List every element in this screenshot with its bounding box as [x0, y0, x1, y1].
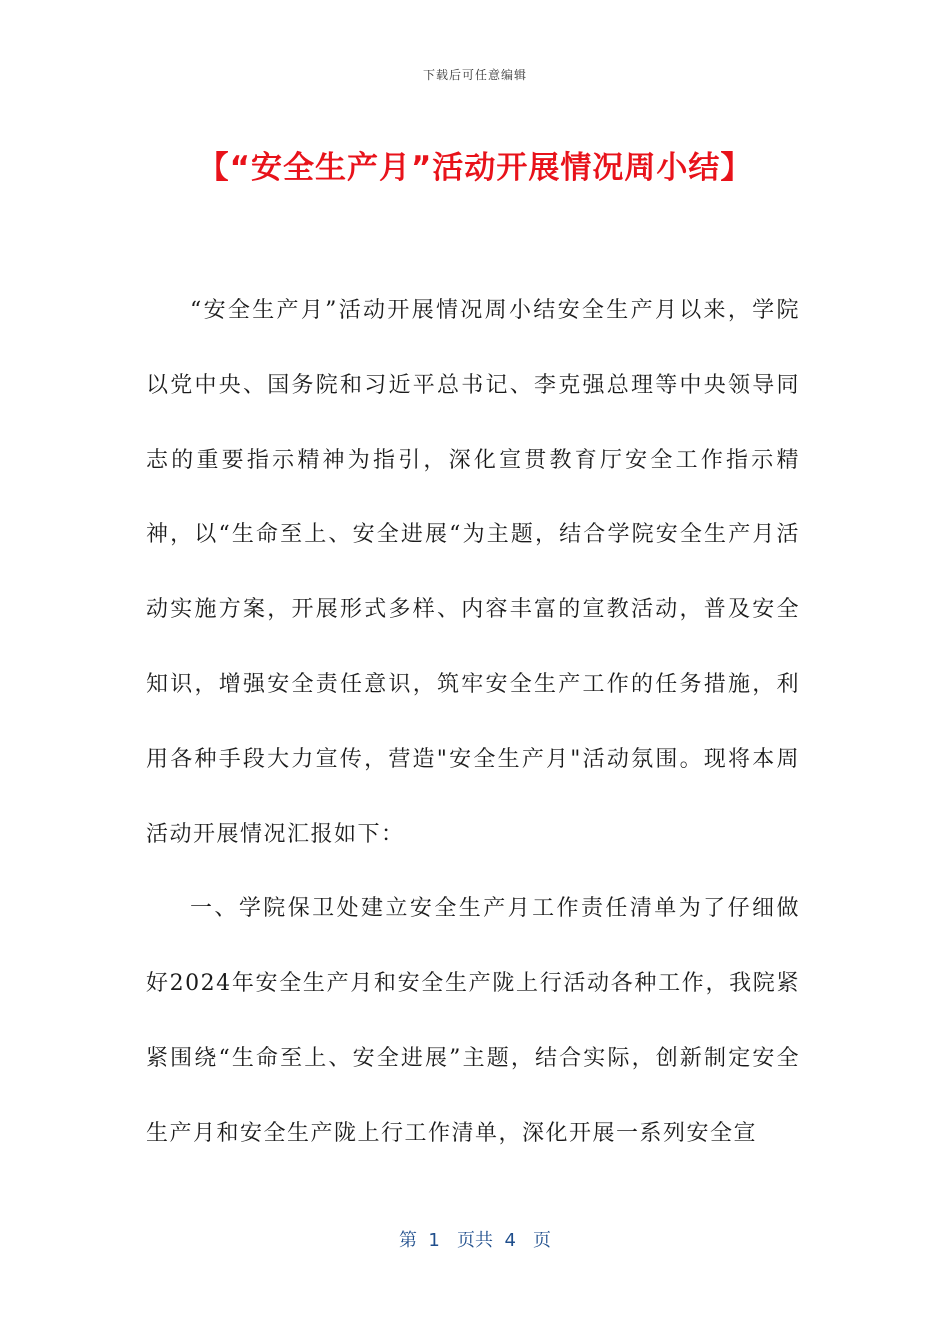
page-number-footer: 第 1 页共 4 页 — [398, 1230, 552, 1251]
header-note: 下载后可任意编辑 — [422, 68, 527, 82]
document-body — [146, 274, 800, 1172]
paragraph-intro: “安全生产月”活动开展情况周小结安全生产月以来，学院以党中央、国务院和习近平总书记、李克强总理等中央领导同志的重要指示精神为指引，深化宣贯教育厅安全工作指示精神，以“生命至上、安全进展“为主题，结合学院安全生产月活动实施方案，开展形式多样、内容丰富的宣教活动，普及安全知识，增强安全责任意识，筑牢安全生产工作的任务措施，利用各种手段大力宣传，营造"安全生产月"活动氛围。现将本周活动开展情况汇报如下： — [146, 298, 800, 847]
document-title: 【“安全生产月”活动开展情况周小结】 — [197, 150, 753, 186]
paragraph-section-1: 一、学院保卫处建立安全生产月工作责任清单为了仔细做好2024年安全生产月和安全生产陇上行活动各种工作，我院紧紧围绕“生命至上、安全进展”主题，结合实际，创新制定安全生产月和安全生产陇上行工作清单，深化开展一系列安全宣 — [146, 896, 800, 1146]
